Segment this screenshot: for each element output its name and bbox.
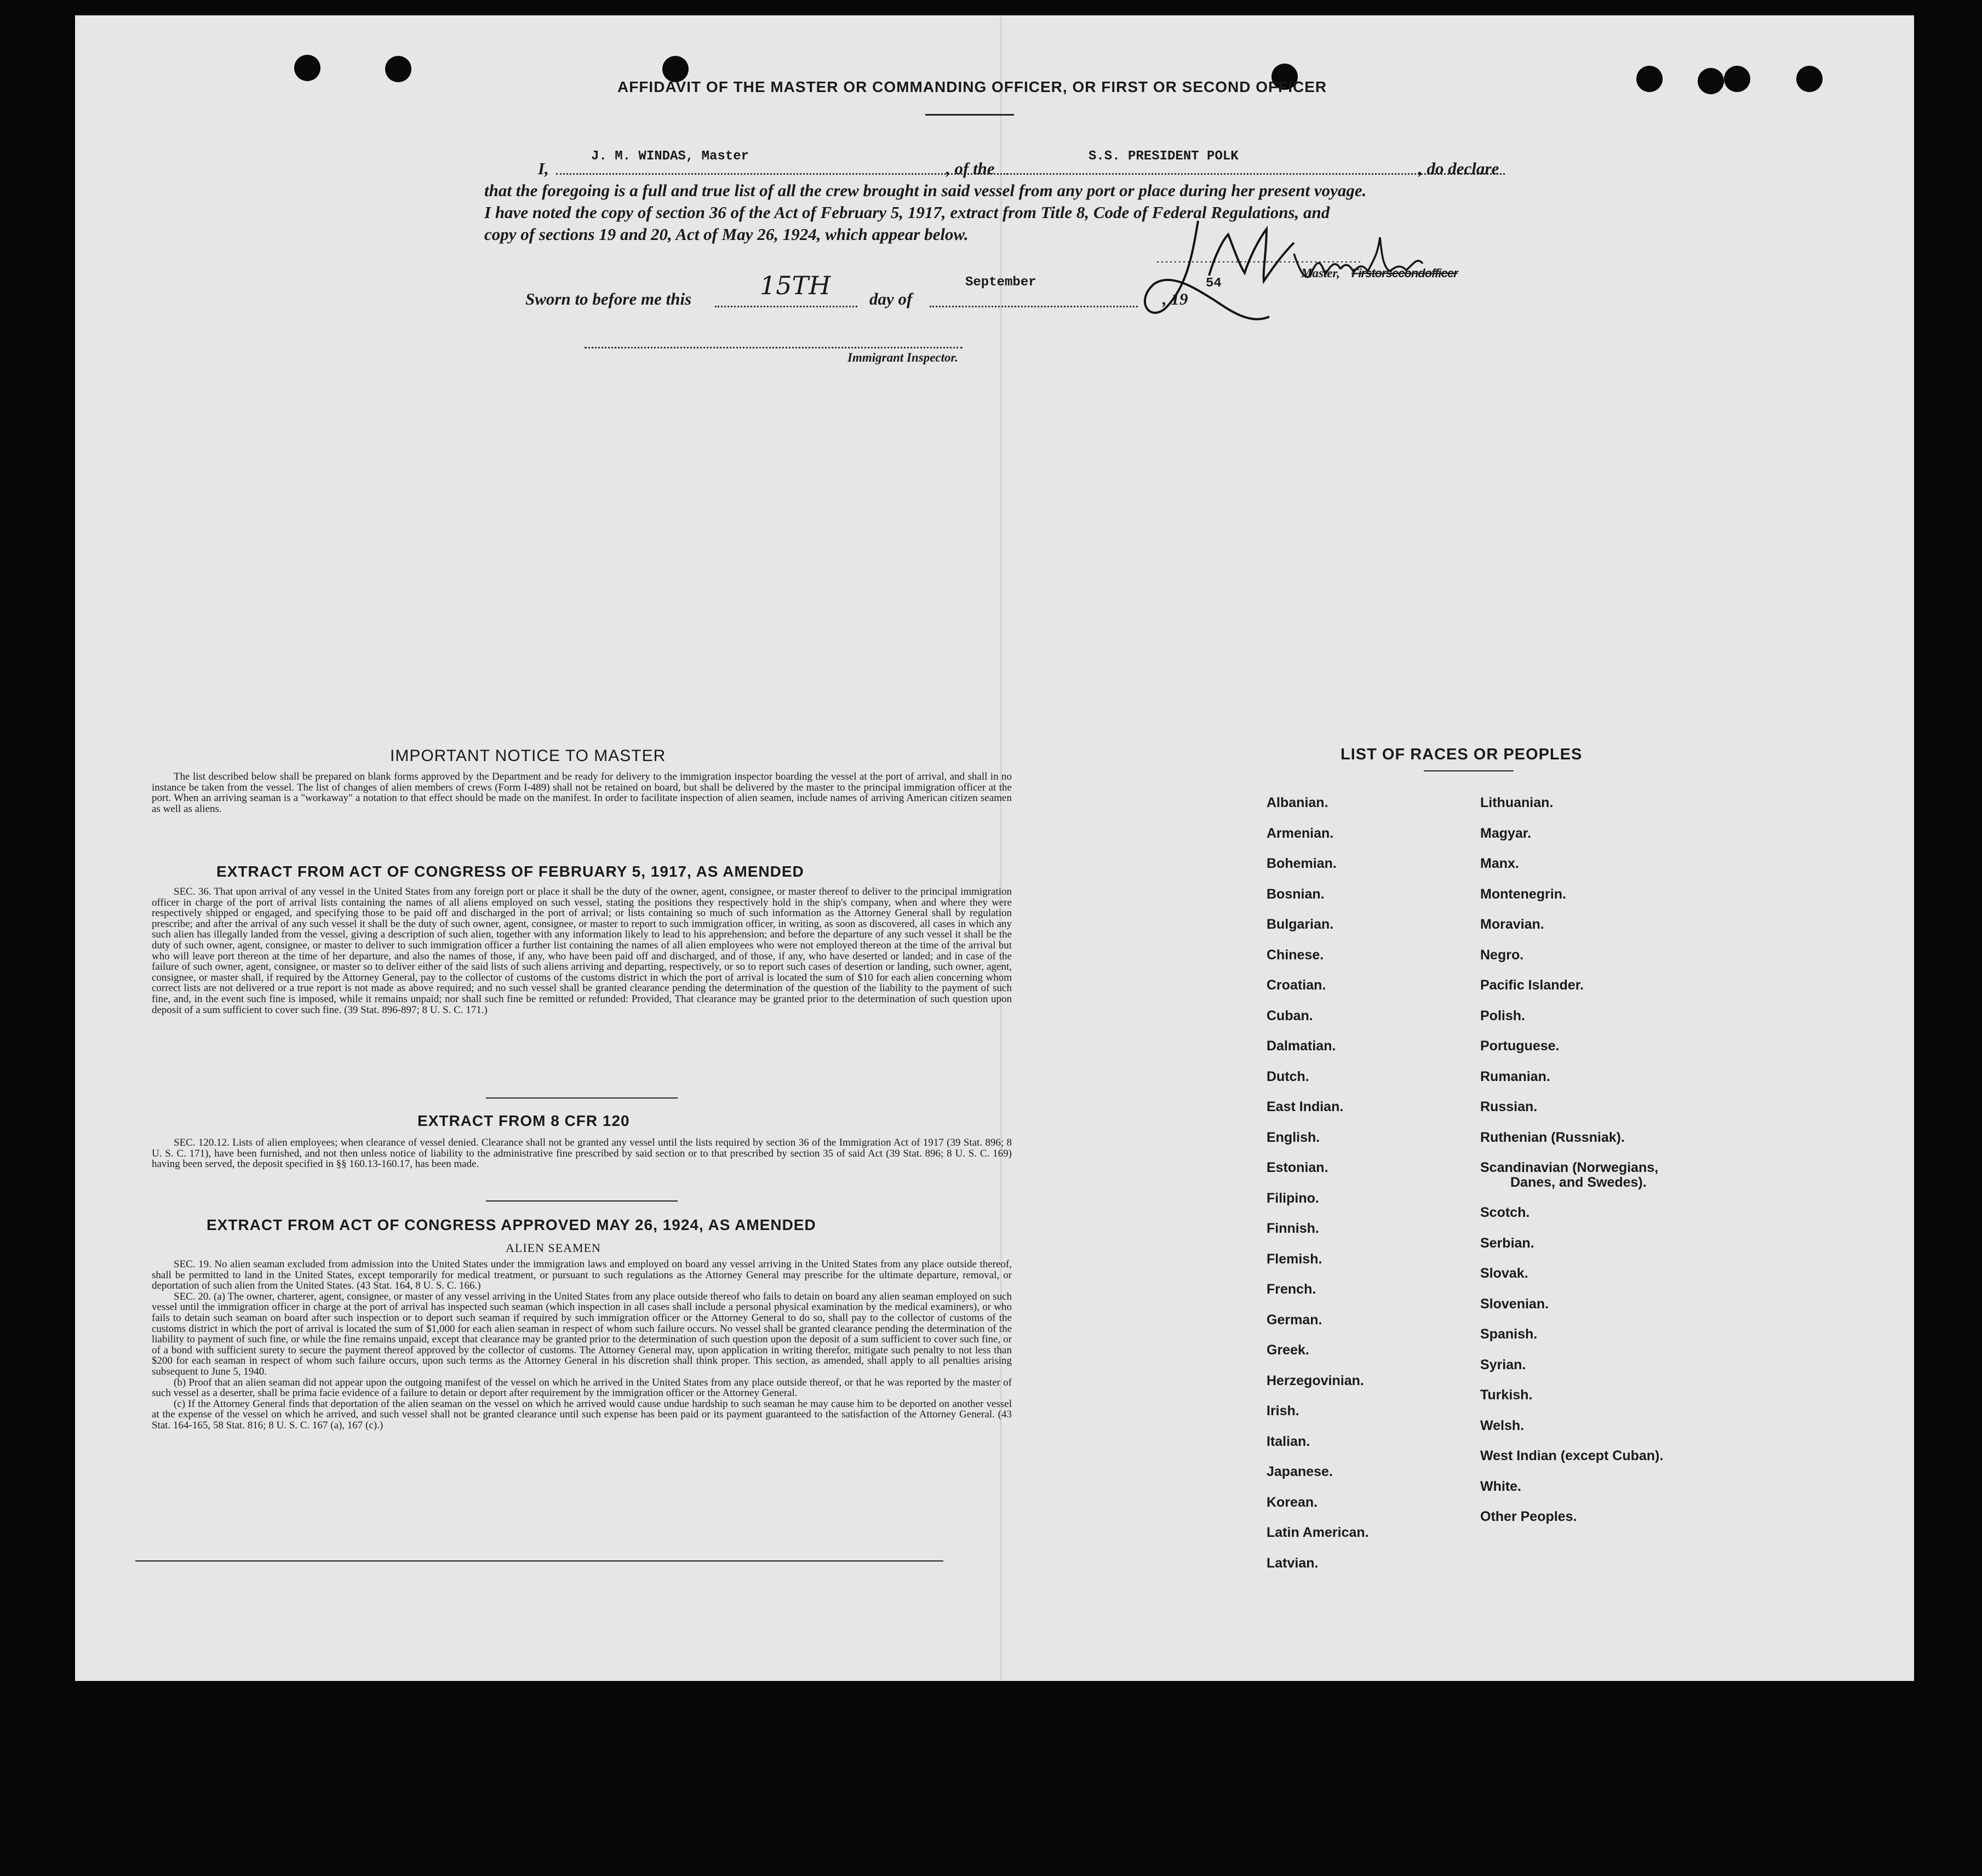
race-item-continued: Danes, and Swedes). [1510,1175,1647,1190]
race-item: Dalmatian. [1267,1038,1336,1054]
race-item: West Indian (except Cuban). [1480,1448,1664,1463]
vessel-name: S.S. PRESIDENT POLK [1089,149,1239,164]
sec-20c-paragraph: (c) If the Attorney General finds that deportation of the alien seaman on the vessel on which he arrived would cause undue hardship to such seaman he may cause him to be deported on another vessel at the expense of the vessel on which he arrived, and such vessel shall not be granted clearance until such expense has been paid or its payment guaranteed to the satisfaction of the Attorney General. (43 Stat. 164-165, 58 Stat. 816; 8 U. S. C. 167 (a), 167 (c).) [152,1398,1012,1431]
punch-hole [1698,68,1724,94]
extract-1917-text [152,886,1012,1015]
race-item: Ruthenian (Russniak). [1480,1129,1625,1145]
race-item: Moravian. [1480,917,1544,932]
race-item: Bosnian. [1267,886,1325,902]
race-item: Russian. [1480,1099,1538,1114]
sec-20b-paragraph: (b) Proof that an alien seaman did not appear upon the outgoing manifest of the vessel on which he arrived in the United States from any place outside thereof, or that he was reported by the master of such vessel as a deserter, shall be prima facie evidence of a failure to detain or deport after requirement by the immigration officer or the Attorney General. [152,1376,1012,1399]
race-item: Lithuanian. [1480,795,1554,810]
sworn-month: September [965,275,1036,290]
punch-hole [385,56,411,82]
race-item: Polish. [1480,1008,1525,1023]
race-item: Korean. [1267,1494,1318,1510]
master-label: Master, [1301,266,1340,280]
extract-cfr-text [152,1137,1012,1170]
race-item: Turkish. [1480,1387,1533,1403]
race-item: Montenegrin. [1480,886,1566,902]
struck-officer-label: Firstorsecondofficer [1351,266,1458,280]
i-label: I, [538,159,549,178]
race-item: Welsh. [1480,1417,1525,1433]
inspector-line [585,347,963,348]
notice-paragraph: The list described below shall be prepared on blank forms approved by the Department and be ready for delivery to the immigration inspector boarding the vessel at the port of arrival, and shall in no instance be taken from the vessel. The list of changes of alien members of crews (Form I-489) shall not be retained on board, but shall be delivered by the master to the principal immigration officer at the port. When an arriving seaman is a "workaway" a notation to that effect should be made on the manifest. In order to facilitate inspection of alien seamen, include names of arriving American citizen seamen as well as aliens. [152,771,1012,815]
races-left-column [1267,795,1369,1586]
races-title-underline [1424,770,1514,771]
sec-19-paragraph: SEC. 19. No alien seaman excluded from admission into the United States under the immigration laws and employed on board any vessel arriving in the United States from any place outside thereof, shall be permitted to land in the United States, except temporarily for medical treatment, or pursuant to such regulations as the Attorney General may prescribe for the ultimate departure, removal, or deportation of such alien from the United States. (43 Stat. 164, 8 U. S. C. 166.) [152,1259,1012,1292]
race-item: Filipino. [1267,1190,1319,1206]
extract-1917-title: EXTRACT FROM ACT OF CONGRESS OF FEBRUARY 5, 1917, AS AMENDED [216,863,804,880]
races-title: LIST OF RACES OR PEOPLES [1341,746,1583,763]
race-item: Slovak. [1480,1266,1528,1281]
year-suffix: 54 [1206,276,1222,291]
race-item: Flemish. [1267,1251,1322,1267]
year-prefix: , 19 [1162,289,1188,308]
day-of-label: day of [869,289,913,308]
of-the-label: , of the [946,159,995,178]
race-item: Negro. [1480,947,1524,963]
sworn-day: 15TH [760,271,831,300]
sec-120-12-paragraph: SEC. 120.12. Lists of alien employees; when clearance of vessel denied. Clearance shall not be granted any vessel until the lists required by section 36 of the Immigration Act of 1917 (39 Stat. 896; 8 U. S. C. 171), have been furnished, and not then unless notice of liability to the administrative fine prescribed by said section or to that prescribed by section 35 of said Act (39 Stat. 896; 8 U. S. C. 169) having been served, the deposit specified in §§ 160.13-160.17, has been made. [152,1137,1012,1170]
inspector-label: Immigrant Inspector. [847,351,958,364]
punch-hole [294,55,320,81]
notice-text [152,771,1012,814]
race-item: Scotch. [1480,1205,1530,1220]
race-item: Spanish. [1480,1326,1538,1342]
race-item: White. [1480,1478,1521,1494]
race-item: Bohemian. [1267,856,1337,871]
race-item: Italian. [1267,1433,1310,1449]
race-item: East Indian. [1267,1099,1344,1114]
race-item: Manx. [1480,856,1519,871]
extract-1924-title: EXTRACT FROM ACT OF CONGRESS APPROVED MAY 26, 1924, AS AMENDED [207,1216,816,1233]
race-item: Slovenian. [1480,1296,1549,1312]
section-divider [486,1200,678,1202]
race-item: Japanese. [1267,1464,1333,1479]
race-item: Estonian. [1267,1160,1328,1175]
race-item: Portuguese. [1480,1038,1560,1054]
race-item: Latvian. [1267,1555,1319,1571]
race-item: German. [1267,1312,1322,1328]
races-right-column [1480,795,1663,1540]
race-item: Herzegovinian. [1267,1372,1364,1388]
sworn-day-line [715,306,857,307]
race-item: Bulgarian. [1267,917,1334,932]
race-item: Pacific Islander. [1480,977,1584,993]
race-item: Magyar. [1480,825,1532,841]
race-item: Finnish. [1267,1221,1319,1236]
race-item: Croatian. [1267,977,1326,993]
race-item-wrap: Scandinavian (Norwegians, [1480,1160,1659,1175]
punch-hole [1724,66,1750,92]
extract-1924-text [152,1259,1012,1431]
race-item: Dutch. [1267,1068,1309,1084]
alien-seamen-subtitle: ALIEN SEAMEN [506,1241,601,1255]
race-item: Armenian. [1267,825,1334,841]
do-declare-label: , do declare [1418,159,1499,178]
document-page [75,15,1914,1681]
sec-20a-paragraph: SEC. 20. (a) The owner, charterer, agent, consignee, or master of any vessel arriving in the United States from any place outside thereof who fails to detain on board any alien seaman employed on such vessel until the immigration officer in charge at the port of arrival has inspected such seaman (which inspection in all cases shall include a personal physical examination by the medical examiners), or who fails to detain such seaman on board after such inspection or to deport such seaman if required by such immigration officer or the Attorney General to do so, shall pay to the collector of customs of the customs district in which the port of arrival is located the sum of $1,000 for each alien seaman in respect of whom such failure occurs. No vessel shall be granted clearance pending the determination of the liability to payment of such fine, or while the fine remains unpaid, except that clearance may be granted prior to the determination of such question upon the deposit of a sum sufficient to cover such fine, or of a bond with sufficient surety to secure the payment thereof approved by the collector of customs. The Attorney General may, upon application in writing therefor, mitigate such penalty to not less than $200 for each seaman in respect of whom such failure occurs, upon such terms as the Attorney General in his discretion shall think proper. This section, as amended, shall apply to all penalties arising subsequent to June 5, 1940. [152,1290,1012,1377]
race-item: Other Peoples. [1480,1509,1577,1524]
race-item: French. [1267,1282,1316,1297]
affidavit-line-2: that the foregoing is a full and true list of all the crew brought in said vessel from any port or place during her present voyage. [484,181,1367,200]
race-item: English. [1267,1129,1320,1145]
title-underline [925,114,1014,116]
sworn-month-line [930,306,1138,307]
punch-hole [1796,66,1823,92]
affidavit-line-4: copy of sections 19 and 20, Act of May 26, 1924, which appear below. [484,225,969,244]
page-fold [1000,15,1002,1681]
sworn-label: Sworn to before me this [525,289,692,308]
section-divider [486,1097,678,1099]
punch-hole [1636,66,1663,92]
race-item: Chinese. [1267,947,1324,963]
sec-36-paragraph: SEC. 36. That upon arrival of any vessel in the United States from any foreign port or place it shall be the duty of the owner, agent, consignee, or master thereof to deliver to the principal immigration officer in charge of the port of arrival lists containing the names of all aliens employed on such vessel, stating the positions they respectively hold in the ship's company, when and where they were respectively shipped or engaged, and specifying those to be paid off and discharged in the port of arrival; or lists containing so much of such information as the Attorney General shall by regulation prescribe; and after the arrival of any such vessel it shall be the duty of such owner, agent, consignee, or master to report to such immigration officer, in writing, as soon as discovered, all cases in which any such alien has illegally landed from the vessel, giving a description of such alien, together with any information likely to lead to his apprehension; and before the departure of any such vessel it shall be the duty of such owner, agent, consignee, or master to deliver to such immigration officer a further list containing the names of all alien employees who were not employed thereon at the time of the arrival but who will leave port thereon at the time of her departure, and also the names of those, if any, who have been paid off and discharged, and of those, if any, who have deserted or landed; and in case of the failure of such owner, agent, consignee, or master so to deliver either of the said lists of such aliens arriving and departing, respectively, or so to report such cases of desertion or landing, such owner, agent, consignee, or master shall, if required by the Attorney General, pay to the collector of customs of the customs district in which the port of arrival is located the sum of $10 for each alien concerning whom correct lists are not delivered or a true report is not made as above required; and no such vessel shall be granted clearance pending the determination of the question of the liability to the payment of such fine, and, in the event such fine is imposed, while it remains unpaid; nor shall such fine be remitted or refunded: Provided, That clearance may be granted prior to the determination of such question upon deposit of a sum sufficient to cover such fine. (39 Stat. 896-897; 8 U. S. C. 171.) [152,886,1012,1016]
bottom-rule [135,1560,943,1562]
master-name: J. M. WINDAS, Master [591,149,749,164]
race-item: Irish. [1267,1403,1299,1419]
affidavit-line-3: I have noted the copy of section 36 of the Act of February 5, 1917, extract from Title 8, Code of Federal Regulations, and [484,203,1330,222]
race-item: Greek. [1267,1342,1309,1358]
race-item: Cuban. [1267,1008,1313,1023]
affidavit-title: AFFIDAVIT OF THE MASTER OR COMMANDING OFFICER, OR FIRST OR SECOND OFFICER [617,78,1327,95]
race-item: Serbian. [1480,1235,1534,1251]
race-item: Rumanian. [1480,1068,1550,1084]
race-item: Latin American. [1267,1525,1369,1540]
race-item: Syrian. [1480,1357,1526,1372]
notice-title: IMPORTANT NOTICE TO MASTER [390,747,666,765]
race-item: Albanian. [1267,795,1328,810]
extract-cfr-title: EXTRACT FROM 8 CFR 120 [417,1112,630,1129]
